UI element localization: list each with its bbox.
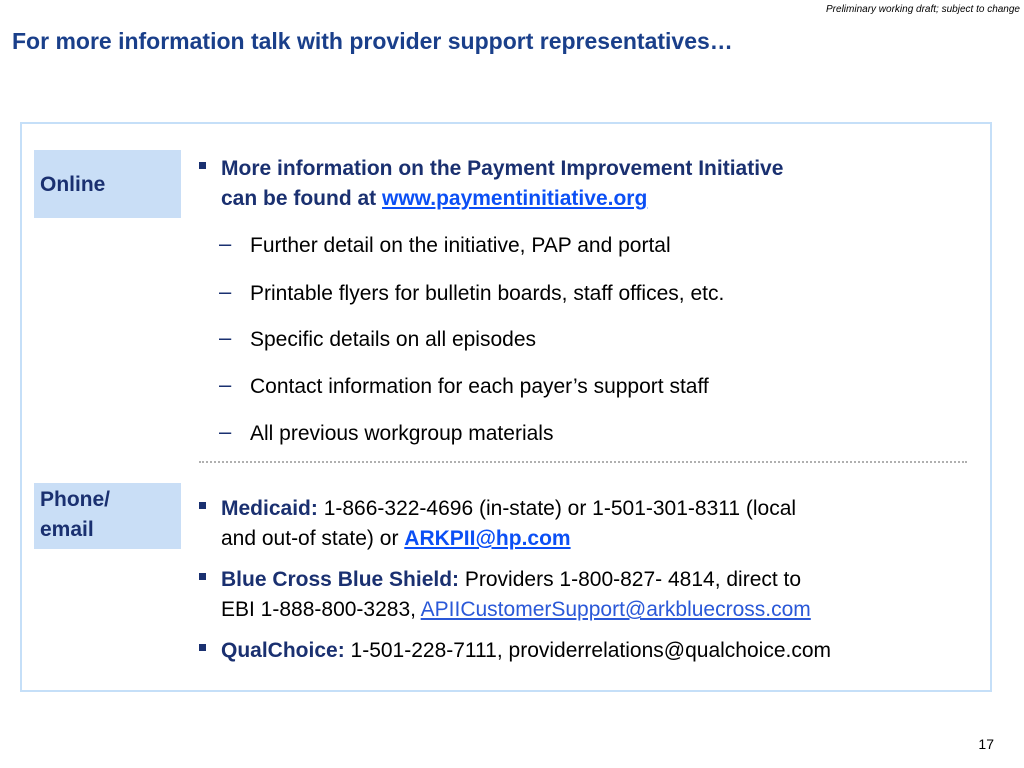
square-bullet-icon	[199, 162, 206, 169]
page-number: 17	[978, 736, 994, 752]
medicaid-label: Medicaid:	[221, 497, 318, 520]
online-main-line2: can be found at	[221, 187, 383, 210]
online-tag: Online	[34, 150, 181, 218]
section-divider	[199, 461, 967, 463]
dash-bullet-icon: –	[219, 419, 232, 444]
online-main-line1: More information on the Payment Improvement Initiative	[221, 157, 784, 180]
dash-bullet-icon: –	[219, 372, 232, 397]
dash-bullet-icon: –	[219, 231, 232, 256]
dash-bullet-icon: –	[219, 279, 232, 304]
square-bullet-icon	[199, 644, 206, 651]
square-bullet-icon	[199, 573, 206, 580]
phone-email-tag: Phone/ email	[34, 483, 181, 549]
square-bullet-icon	[199, 502, 206, 509]
paymentinitiative-link[interactable]: www.paymentinitiative.org	[382, 187, 648, 210]
qualchoice-label: QualChoice:	[221, 639, 345, 662]
bcbs-label: Blue Cross Blue Shield:	[221, 568, 460, 591]
draft-note: Preliminary working draft; subject to change	[826, 4, 1020, 15]
medicaid-email-link[interactable]: ARKPII@hp.com	[404, 527, 571, 550]
page-title: For more information talk with provider support representatives…	[12, 28, 733, 54]
bcbs-email-link[interactable]: APIICustomerSupport@arkbluecross.com	[420, 598, 811, 621]
dash-bullet-icon: –	[219, 325, 232, 350]
